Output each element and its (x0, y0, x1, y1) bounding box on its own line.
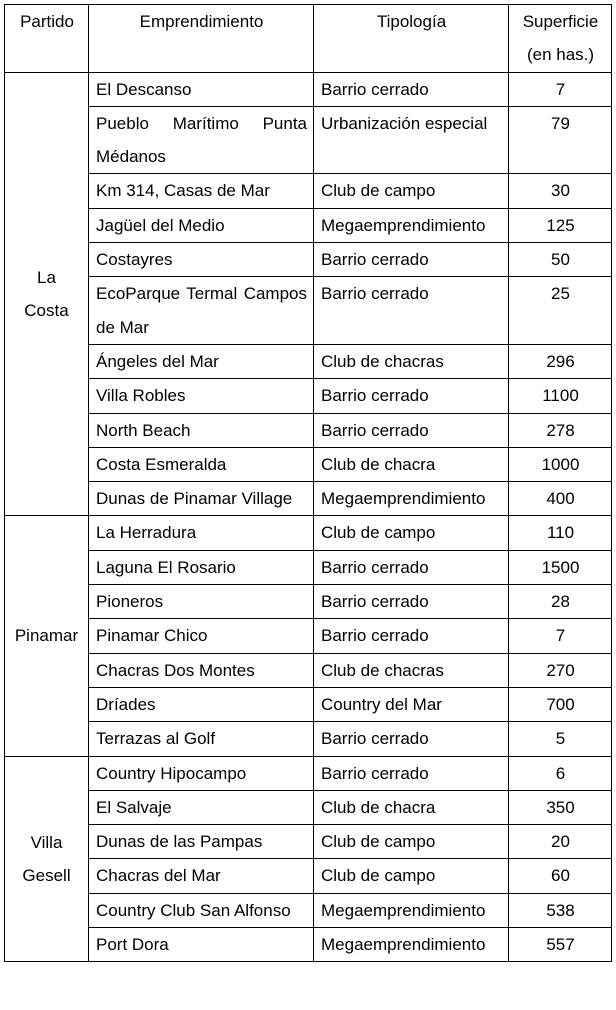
superficie-cell: 60 (509, 859, 612, 893)
tipologia-cell: Megaemprendimiento (314, 893, 509, 927)
header-emprendimiento: Emprendimiento (89, 5, 314, 73)
table-row (5, 653, 612, 687)
superficie-cell: 296 (509, 344, 612, 378)
tipologia-cell: Barrio cerrado (314, 722, 509, 756)
superficie-cell: 125 (509, 208, 612, 242)
emprendimiento-cell: Chacras del Mar (89, 859, 314, 893)
superficie-cell: 700 (509, 687, 612, 721)
emprendimiento-cell: Km 314, Casas de Mar (89, 174, 314, 208)
table-row (5, 585, 612, 619)
emprendimiento-cell: Dunas de Pinamar Village (89, 482, 314, 516)
tipologia-cell: Barrio cerrado (314, 413, 509, 447)
superficie-cell: 50 (509, 243, 612, 277)
table-row (5, 208, 612, 242)
superficie-cell: 20 (509, 825, 612, 859)
partido-label: La (37, 267, 56, 287)
table-row (5, 516, 612, 550)
table-row (5, 447, 612, 481)
emprendimiento-cell: EcoParque Termal Campos de Mar (89, 277, 314, 345)
table-row (5, 344, 612, 378)
superficie-cell: 28 (509, 585, 612, 619)
partido-label: Pinamar (14, 626, 79, 646)
emprendimiento-cell: Pueblo Marítimo Punta Médanos (89, 106, 314, 174)
table-row (5, 619, 612, 653)
table-row (5, 790, 612, 824)
tipologia-cell: Barrio cerrado (314, 550, 509, 584)
table-row (5, 722, 612, 756)
emprendimiento-cell: La Herradura (89, 516, 314, 550)
superficie-cell: 557 (509, 928, 612, 962)
superficie-cell: 79 (509, 106, 612, 174)
emprendimiento-cell: Costa Esmeralda (89, 447, 314, 481)
header-tipologia: Tipología (314, 5, 509, 73)
superficie-cell: 538 (509, 893, 612, 927)
table-row (5, 687, 612, 721)
tipologia-cell: Club de chacras (314, 653, 509, 687)
header-row (5, 5, 612, 73)
developments-table (4, 4, 612, 962)
table-row (5, 277, 612, 345)
tipologia-cell: Urbanización especial (314, 106, 509, 174)
table-row (5, 756, 612, 790)
superficie-cell: 1500 (509, 550, 612, 584)
table-row (5, 550, 612, 584)
superficie-cell: 5 (509, 722, 612, 756)
emprendimiento-cell: Laguna El Rosario (89, 550, 314, 584)
emprendimiento-cell: Costayres (89, 243, 314, 277)
table-body (5, 72, 612, 962)
partido-label: Gesell (22, 865, 71, 885)
tipologia-cell: Megaemprendimiento (314, 482, 509, 516)
superficie-cell: 7 (509, 72, 612, 106)
tipologia-cell: Club de chacra (314, 790, 509, 824)
emprendimiento-cell: El Descanso (89, 72, 314, 106)
emprendimiento-cell: Terrazas al Golf (89, 722, 314, 756)
table-row (5, 243, 612, 277)
superficie-cell: 400 (509, 482, 612, 516)
tipologia-cell: Barrio cerrado (314, 756, 509, 790)
tipologia-cell: Club de campo (314, 859, 509, 893)
table-row (5, 72, 612, 106)
emprendimiento-cell: Jagüel del Medio (89, 208, 314, 242)
superficie-cell: 25 (509, 277, 612, 345)
table-row (5, 379, 612, 413)
partido-label: Costa (24, 301, 69, 321)
tipologia-cell: Barrio cerrado (314, 72, 509, 106)
tipologia-cell: Megaemprendimiento (314, 208, 509, 242)
superficie-cell: 30 (509, 174, 612, 208)
superficie-cell: 278 (509, 413, 612, 447)
superficie-cell: 1000 (509, 447, 612, 481)
emprendimiento-cell: Country Hipocampo (89, 756, 314, 790)
partido-cell (5, 516, 89, 756)
superficie-cell: 270 (509, 653, 612, 687)
header-superficie-line1: Superficie (522, 12, 599, 31)
emprendimiento-cell: Pioneros (89, 585, 314, 619)
emprendimiento-cell: Chacras Dos Montes (89, 653, 314, 687)
emprendimiento-cell: Villa Robles (89, 379, 314, 413)
emprendimiento-cell: Ángeles del Mar (89, 344, 314, 378)
emprendimiento-cell: Pinamar Chico (89, 619, 314, 653)
table-row (5, 893, 612, 927)
tipologia-cell: Club de chacras (314, 344, 509, 378)
tipologia-cell: Club de campo (314, 174, 509, 208)
tipologia-cell: Barrio cerrado (314, 619, 509, 653)
tipologia-cell: Barrio cerrado (314, 379, 509, 413)
superficie-cell: 7 (509, 619, 612, 653)
emprendimiento-cell: North Beach (89, 413, 314, 447)
emprendimiento-cell: Dríades (89, 687, 314, 721)
tipologia-cell: Barrio cerrado (314, 585, 509, 619)
emprendimiento-cell: El Salvaje (89, 790, 314, 824)
tipologia-cell: Club de campo (314, 516, 509, 550)
superficie-cell: 1100 (509, 379, 612, 413)
tipologia-cell: Club de campo (314, 825, 509, 859)
superficie-cell: 350 (509, 790, 612, 824)
header-partido: Partido (5, 5, 89, 73)
table-row (5, 825, 612, 859)
tipologia-cell: Barrio cerrado (314, 243, 509, 277)
table-row (5, 413, 612, 447)
tipologia-cell: Club de chacra (314, 447, 509, 481)
table-row (5, 106, 612, 174)
partido-cell (5, 72, 89, 516)
superficie-cell: 6 (509, 756, 612, 790)
header-superficie-line2: (en has.) (526, 45, 595, 65)
tipologia-cell: Country del Mar (314, 687, 509, 721)
superficie-cell: 110 (509, 516, 612, 550)
table-row (5, 174, 612, 208)
table-row (5, 928, 612, 962)
emprendimiento-cell: Dunas de las Pampas (89, 825, 314, 859)
tipologia-cell: Barrio cerrado (314, 277, 509, 345)
partido-cell (5, 756, 89, 962)
tipologia-cell: Megaemprendimiento (314, 928, 509, 962)
table-row (5, 482, 612, 516)
emprendimiento-cell: Port Dora (89, 928, 314, 962)
emprendimiento-cell: Country Club San Alfonso (89, 893, 314, 927)
table-row (5, 859, 612, 893)
partido-label: Villa (30, 832, 63, 852)
header-superficie (509, 5, 612, 73)
